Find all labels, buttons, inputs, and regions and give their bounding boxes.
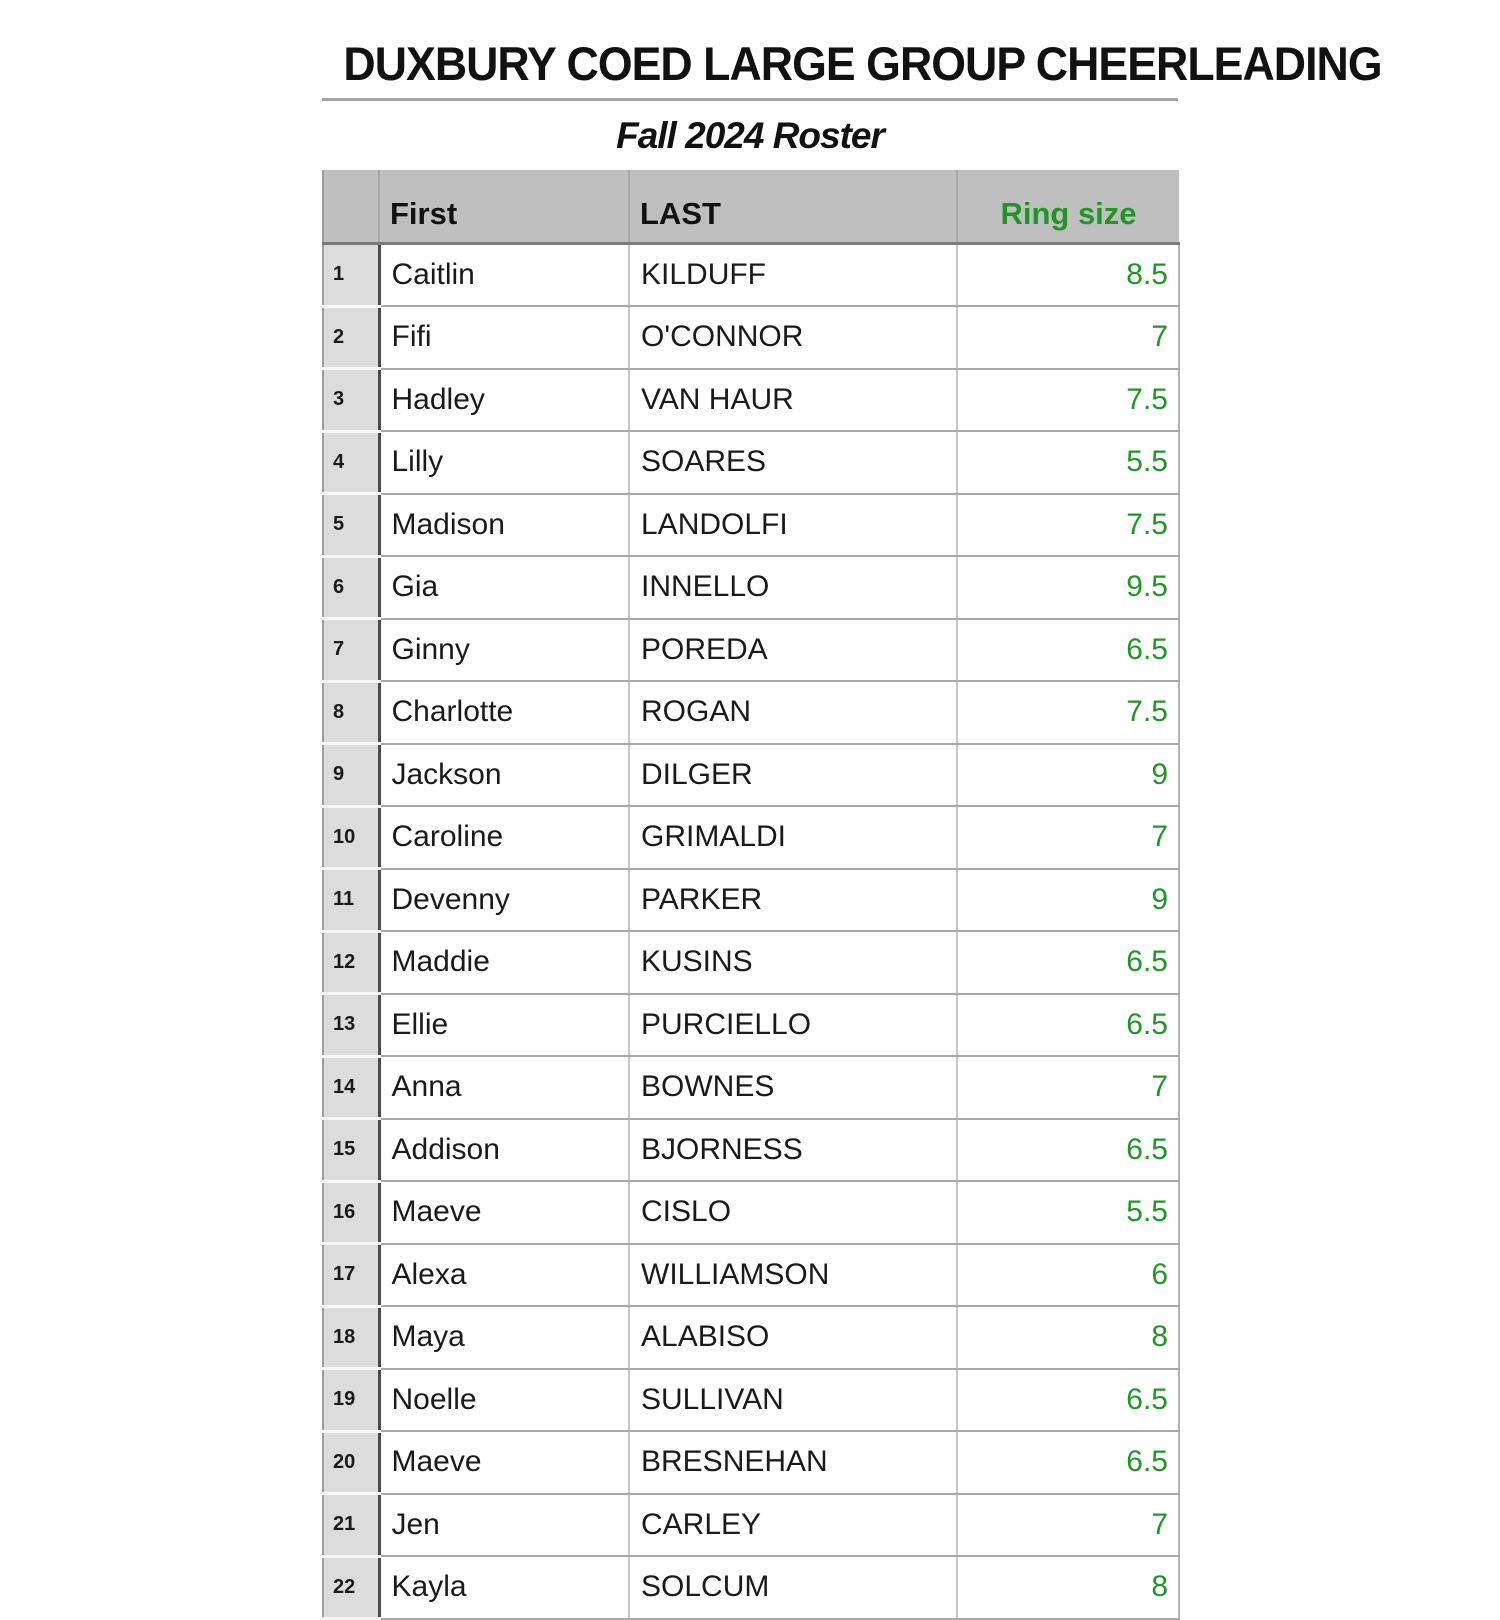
- table-row: [323, 1556, 1179, 1619]
- table-row: [323, 619, 1179, 682]
- ring-size-cell: 6.5: [957, 1431, 1179, 1494]
- last-name-cell: CARLEY: [629, 1494, 957, 1557]
- last-name-cell: KUSINS: [629, 931, 957, 994]
- row-number: 11: [323, 869, 379, 932]
- table-row: [323, 869, 1179, 932]
- ring-size-cell: 7.5: [957, 494, 1179, 557]
- table-row: [323, 494, 1179, 557]
- first-name-cell: Fifi: [379, 306, 629, 369]
- row-number: 9: [323, 744, 379, 807]
- table-row: [323, 369, 1179, 432]
- table-row: [323, 1306, 1179, 1369]
- ring-size-cell: 8: [957, 1556, 1179, 1619]
- last-name-cell: WILLIAMSON: [629, 1244, 957, 1307]
- first-name-cell: Caroline: [379, 806, 629, 869]
- first-name-cell: Caitlin: [379, 244, 629, 307]
- last-name-cell: SOARES: [629, 431, 957, 494]
- table-row: [323, 1369, 1179, 1432]
- first-name-cell: Devenny: [379, 869, 629, 932]
- table-row: [323, 1056, 1179, 1119]
- last-name-cell: BJORNESS: [629, 1119, 957, 1182]
- first-name-cell: Anna: [379, 1056, 629, 1119]
- row-number: 8: [323, 681, 379, 744]
- header-row: [323, 170, 1179, 244]
- first-name-cell: Maya: [379, 1306, 629, 1369]
- ring-size-cell: 6.5: [957, 994, 1179, 1057]
- ring-size-cell: 6.5: [957, 931, 1179, 994]
- last-name-cell: BRESNEHAN: [629, 1431, 957, 1494]
- row-number: 13: [323, 994, 379, 1057]
- ring-size-cell: 7: [957, 806, 1179, 869]
- title-divider: [322, 98, 1178, 101]
- first-name-cell: Noelle: [379, 1369, 629, 1432]
- last-name-cell: PARKER: [629, 869, 957, 932]
- last-name-cell: SULLIVAN: [629, 1369, 957, 1432]
- first-name-cell: Madison: [379, 494, 629, 557]
- row-number: 17: [323, 1244, 379, 1307]
- row-number: 20: [323, 1431, 379, 1494]
- ring-size-cell: 9: [957, 744, 1179, 807]
- ring-size-cell: 6: [957, 1244, 1179, 1307]
- column-header-last: LAST: [629, 170, 957, 244]
- table-row: [323, 931, 1179, 994]
- table-row: [323, 431, 1179, 494]
- ring-size-cell: 7.5: [957, 681, 1179, 744]
- ring-size-cell: 7.5: [957, 369, 1179, 432]
- first-name-cell: Gia: [379, 556, 629, 619]
- ring-size-cell: 7: [957, 1056, 1179, 1119]
- table-row: [323, 1119, 1179, 1182]
- table-row: [323, 681, 1179, 744]
- corner-cell: [323, 170, 379, 244]
- column-header-first: First: [379, 170, 629, 244]
- ring-size-cell: 8.5: [957, 244, 1179, 307]
- last-name-cell: INNELLO: [629, 556, 957, 619]
- table-row: [323, 556, 1179, 619]
- last-name-cell: O'CONNOR: [629, 306, 957, 369]
- roster-table-header: [323, 170, 1179, 244]
- first-name-cell: Alexa: [379, 1244, 629, 1307]
- row-number: 7: [323, 619, 379, 682]
- ring-size-cell: 8: [957, 1306, 1179, 1369]
- last-name-cell: LANDOLFI: [629, 494, 957, 557]
- row-number: 15: [323, 1119, 379, 1182]
- table-row: [323, 1181, 1179, 1244]
- row-number: 16: [323, 1181, 379, 1244]
- row-number: 19: [323, 1369, 379, 1432]
- table-row: [323, 244, 1179, 307]
- table-row: [323, 306, 1179, 369]
- page-title: DUXBURY COED LARGE GROUP CHEERLEADING: [343, 37, 1382, 90]
- roster-table: [322, 170, 1180, 1620]
- first-name-cell: Maeve: [379, 1181, 629, 1244]
- ring-size-cell: 6.5: [957, 1369, 1179, 1432]
- row-number: 10: [323, 806, 379, 869]
- roster-document: [322, 36, 1382, 1620]
- first-name-cell: Ginny: [379, 619, 629, 682]
- last-name-cell: KILDUFF: [629, 244, 957, 307]
- table-row: [323, 1244, 1179, 1307]
- last-name-cell: SOLCUM: [629, 1556, 957, 1619]
- last-name-cell: DILGER: [629, 744, 957, 807]
- row-number: 6: [323, 556, 379, 619]
- ring-size-cell: 6.5: [957, 619, 1179, 682]
- table-row: [323, 994, 1179, 1057]
- ring-size-cell: 7: [957, 1494, 1179, 1557]
- last-name-cell: VAN HAUR: [629, 369, 957, 432]
- row-number: 14: [323, 1056, 379, 1119]
- table-row: [323, 1431, 1179, 1494]
- column-header-ring-size: Ring size: [957, 170, 1179, 244]
- row-number: 1: [323, 244, 379, 307]
- first-name-cell: Kayla: [379, 1556, 629, 1619]
- last-name-cell: PURCIELLO: [629, 994, 957, 1057]
- last-name-cell: POREDA: [629, 619, 957, 682]
- row-number: 22: [323, 1556, 379, 1619]
- page-subtitle: Fall 2024 Roster: [616, 115, 884, 156]
- first-name-cell: Maddie: [379, 931, 629, 994]
- row-number: 4: [323, 431, 379, 494]
- ring-size-cell: 9.5: [957, 556, 1179, 619]
- roster-table-body: [323, 244, 1179, 1619]
- row-number: 12: [323, 931, 379, 994]
- ring-size-cell: 5.5: [957, 431, 1179, 494]
- first-name-cell: Jackson: [379, 744, 629, 807]
- table-row: [323, 744, 1179, 807]
- ring-size-cell: 9: [957, 869, 1179, 932]
- first-name-cell: Addison: [379, 1119, 629, 1182]
- ring-size-cell: 6.5: [957, 1119, 1179, 1182]
- last-name-cell: ALABISO: [629, 1306, 957, 1369]
- first-name-cell: Maeve: [379, 1431, 629, 1494]
- table-row: [323, 1494, 1179, 1557]
- row-number: 2: [323, 306, 379, 369]
- row-number: 3: [323, 369, 379, 432]
- first-name-cell: Lilly: [379, 431, 629, 494]
- row-number: 5: [323, 494, 379, 557]
- last-name-cell: CISLO: [629, 1181, 957, 1244]
- last-name-cell: BOWNES: [629, 1056, 957, 1119]
- first-name-cell: Ellie: [379, 994, 629, 1057]
- last-name-cell: ROGAN: [629, 681, 957, 744]
- first-name-cell: Jen: [379, 1494, 629, 1557]
- first-name-cell: Charlotte: [379, 681, 629, 744]
- first-name-cell: Hadley: [379, 369, 629, 432]
- last-name-cell: GRIMALDI: [629, 806, 957, 869]
- row-number: 18: [323, 1306, 379, 1369]
- table-row: [323, 806, 1179, 869]
- ring-size-cell: 5.5: [957, 1181, 1179, 1244]
- ring-size-cell: 7: [957, 306, 1179, 369]
- row-number: 21: [323, 1494, 379, 1557]
